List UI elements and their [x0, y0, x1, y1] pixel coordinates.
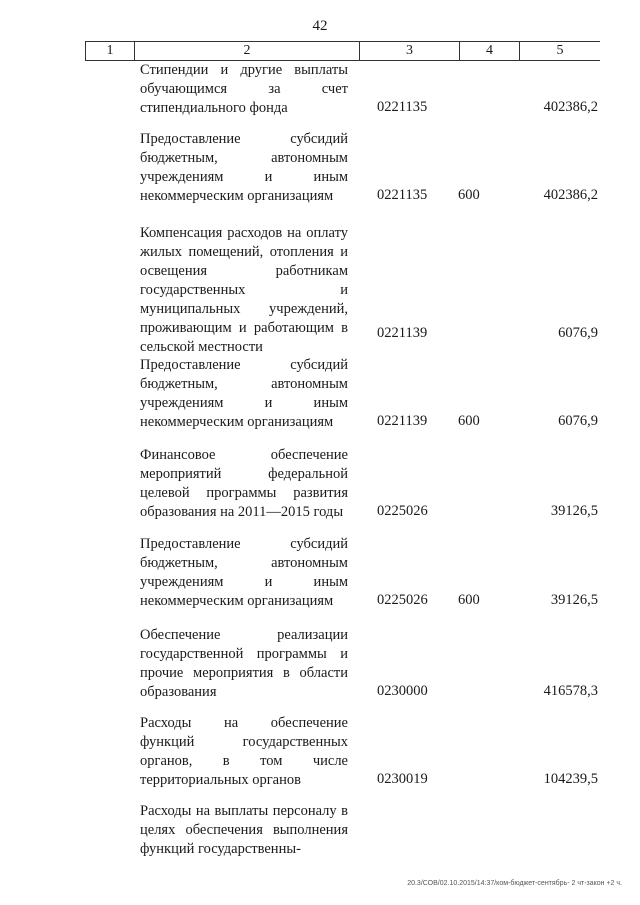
- row-amount: 39126,5: [550, 592, 598, 608]
- row-code: 0221139: [377, 325, 428, 341]
- row-description: Предоставление субсидий бюджетным, автономным учреждениям и иным некоммерческим организациям: [140, 131, 348, 204]
- row-description: Предоставление субсидий бюджетным, автономным учреждениям и иным некоммерческим организациям: [140, 536, 348, 609]
- row-code: 0221139: [377, 413, 428, 429]
- row-code: 0225026: [377, 503, 428, 519]
- row-description: Стипендии и другие выплаты обучающимся за счет стипендиального фонда: [140, 62, 348, 116]
- row-description: Предоставление субсидий бюджетным, автономным учреждениям и иным некоммерческим организациям: [140, 357, 348, 430]
- row-code: 0221135: [377, 187, 428, 203]
- column-header-1: 1: [85, 42, 135, 60]
- row-code: 0221135: [377, 99, 428, 115]
- row-description: Расходы на выплаты персоналу в целях обеспечения выполнения функций государственны-: [140, 803, 348, 857]
- row-expense-type: 600: [458, 187, 480, 203]
- row-amount: 416578,3: [543, 683, 598, 699]
- row-description: Финансовое обеспечение мероприятий федеральной целевой программы развития образования на 2011—2015 годы: [140, 447, 348, 520]
- row-code: 0225026: [377, 592, 428, 608]
- column-header-5: 5: [556, 43, 564, 58]
- row-expense-type: 600: [458, 592, 480, 608]
- row-expense-type: 600: [458, 413, 480, 429]
- column-header-4: 4: [460, 42, 520, 60]
- row-amount: 402386,2: [543, 187, 598, 203]
- page-number: 42: [312, 18, 328, 34]
- row-description: Расходы на обеспечение функций государственных органов, в том числе территориальных органов: [140, 715, 348, 788]
- row-code: 0230000: [377, 683, 428, 699]
- row-amount: 104239,5: [543, 771, 598, 787]
- column-header-2: 2: [135, 42, 360, 60]
- row-amount: 402386,2: [543, 99, 598, 115]
- row-amount: 6076,9: [558, 413, 598, 429]
- row-amount: 6076,9: [558, 325, 598, 341]
- document-footer: 20.3/СОВ/02.10.2015/14:37/ком-бюджет-сентябрь- 2 чт-закон +2 ч.: [407, 880, 622, 887]
- column-header-3: 3: [360, 42, 460, 60]
- row-description: Обеспечение реализации государственной программы и прочие мероприятия в области образования: [140, 627, 348, 700]
- table-header: [85, 41, 600, 61]
- row-code: 0230019: [377, 771, 428, 787]
- row-amount: 39126,5: [550, 503, 598, 519]
- row-description: Компенсация расходов на оплату жилых помещений, отопления и освещения работникам государственных и муниципальных учреждений, проживающим и работающим в сельской местности: [140, 225, 348, 355]
